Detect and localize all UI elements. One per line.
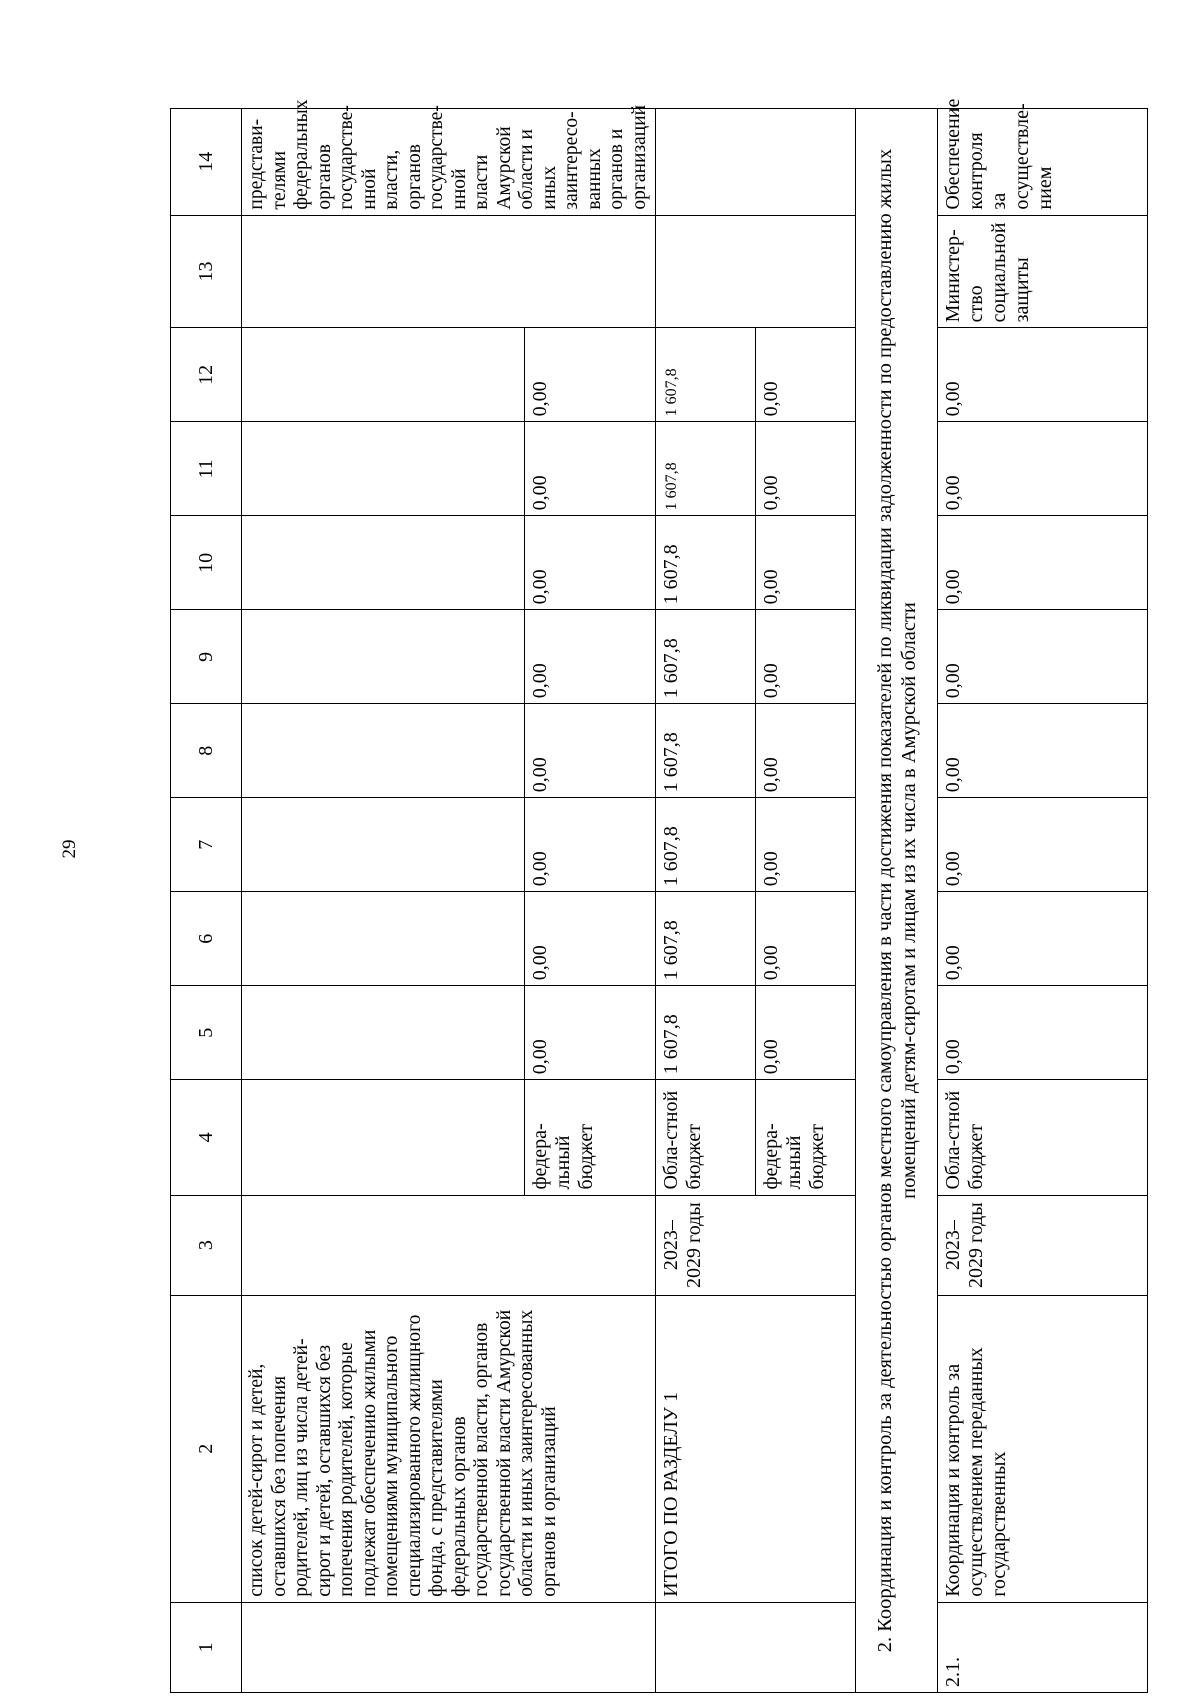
value-cell: 0,00 (938, 516, 1148, 610)
value-cell: 0,00 (524, 704, 655, 798)
value-cell: 0,00 (756, 986, 856, 1080)
cell-empty (242, 798, 525, 892)
value-cell: 0,00 (938, 422, 1148, 516)
value-cell: 0,00 (756, 704, 856, 798)
cell-empty (242, 422, 525, 516)
header-cell: 3 (171, 1195, 242, 1295)
header-cell: 13 (171, 215, 242, 328)
cell-empty (242, 215, 656, 328)
value-cell: 0,00 (938, 704, 1148, 798)
measure-description: Координация и контроль за осуществлением переданных государственных (938, 1295, 1148, 1602)
value-cell: 0,00 (756, 610, 856, 704)
value-cell: 0,00 (938, 986, 1148, 1080)
header-cell: 4 (171, 1080, 242, 1195)
value-cell: 1 607,8 (656, 610, 756, 704)
total-label: ИТОГО ПО РАЗДЕЛУ 1 (656, 1295, 856, 1602)
value-cell: 0,00 (756, 422, 856, 516)
executor: Министер-ство социальной защиты (938, 215, 1148, 328)
value-cell: 1 607,8 (656, 422, 756, 516)
table-row (656, 109, 756, 1693)
value-cell: 1 607,8 (656, 328, 756, 422)
value-cell: 0,00 (756, 892, 856, 986)
header-cell: 6 (171, 892, 242, 986)
value-cell: 0,00 (938, 610, 1148, 704)
value-cell: 0,00 (524, 986, 655, 1080)
cell-empty (242, 704, 525, 798)
cell-empty (242, 1195, 656, 1295)
value-cell: 0,00 (524, 610, 655, 704)
result-description: Обеспечение контроля за осуществле-нием (938, 109, 1148, 216)
header-cell: 2 (171, 1295, 242, 1602)
result-description: представи-телями федеральных органов государстве-нной власти, органов государстве-нной власти Амурской области и иных заинтересо-ванных органов и организаций (242, 109, 656, 216)
section-title: 2. Координация и контроль за деятельностью органов местного самоуправления в части достижения показателей по ликвидации задолженности по предоставлению жилых помещений детям-сиротам и лицам из их числа в Амурской области (856, 109, 938, 1693)
cell-empty (242, 1080, 525, 1195)
budget-source: Обла-стной бюджет (938, 1080, 1148, 1195)
item-number: 2.1. (938, 1602, 1148, 1692)
header-cell: 7 (171, 798, 242, 892)
value-cell: 0,00 (756, 516, 856, 610)
cell-empty (656, 109, 856, 216)
header-cell: 1 (171, 1602, 242, 1692)
header-cell: 5 (171, 986, 242, 1080)
header-cell: 9 (171, 610, 242, 704)
period: 2023–2029 годы (938, 1195, 1148, 1295)
cell-empty (242, 610, 525, 704)
value-cell: 1 607,8 (656, 986, 756, 1080)
value-cell: 1 607,8 (656, 798, 756, 892)
header-cell: 12 (171, 328, 242, 422)
cell-empty (656, 1602, 856, 1692)
budget-source: Обла-стной бюджет (656, 1080, 756, 1195)
value-cell: 0,00 (524, 516, 655, 610)
measure-description: список детей-сирот и детей, оставшихся без попечения родителей, лиц из числа детей-сирот и детей, оставшихся без попечения родителей, которые подлежат обеспечению жилыми помещениями муниципального специализированного жилищного фонда, с представителями федеральных органов государственной власти, органов государственной власти Амурской области и иных заинтересованных органов и организаций (242, 1295, 656, 1602)
section-row (856, 109, 938, 1693)
header-cell: 11 (171, 422, 242, 516)
header-row (171, 109, 242, 1693)
header-cell: 8 (171, 704, 242, 798)
budget-source: федера-льный бюджет (756, 1080, 856, 1195)
value-cell: 0,00 (756, 798, 856, 892)
cell-empty (242, 986, 525, 1080)
value-cell: 0,00 (524, 892, 655, 986)
value-cell: 0,00 (756, 328, 856, 422)
value-cell: 0,00 (938, 892, 1148, 986)
header-cell: 14 (171, 109, 242, 216)
value-cell: 0,00 (938, 798, 1148, 892)
value-cell: 0,00 (524, 422, 655, 516)
value-cell: 0,00 (938, 328, 1148, 422)
table-row (938, 109, 1148, 1693)
value-cell: 1 607,8 (656, 892, 756, 986)
value-cell: 0,00 (524, 798, 655, 892)
cell-empty (656, 215, 856, 328)
value-cell: 0,00 (524, 328, 655, 422)
cell-empty (242, 1602, 656, 1692)
cell-empty (242, 328, 525, 422)
period: 2023–2029 годы (656, 1195, 856, 1295)
value-cell: 1 607,8 (656, 516, 756, 610)
header-cell: 10 (171, 516, 242, 610)
budget-source: федера-льный бюджет (524, 1080, 655, 1195)
value-cell: 1 607,8 (656, 704, 756, 798)
table-row (242, 109, 525, 1693)
page-number: 29 (59, 839, 80, 859)
rotated-table-wrapper (170, 98, 1148, 1693)
cell-empty (242, 516, 525, 610)
cell-empty (242, 892, 525, 986)
program-table (170, 98, 1148, 1693)
